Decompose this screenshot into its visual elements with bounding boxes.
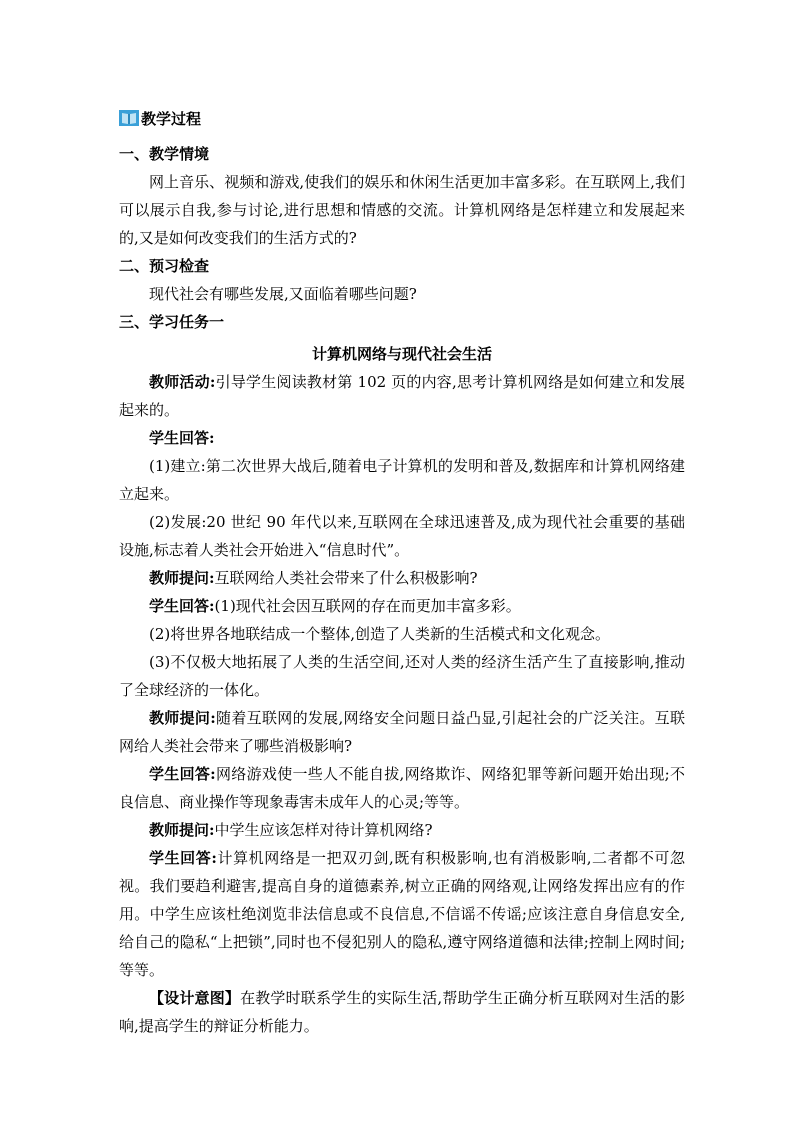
heading-title: 教学过程	[141, 109, 202, 128]
teacher-question-2	[119, 704, 685, 760]
teacher-question-label: 教师提问:	[149, 821, 215, 839]
book-icon	[119, 109, 139, 127]
answer-develop: (2)发展:20 世纪 90 年代以来,互联网在全球迅速普及,成为现代社会重要的基础设施,标志着人类社会开始进入“信息时代”。	[119, 513, 685, 559]
teacher-question-text: 中学生应该怎样对待计算机网络?	[214, 821, 433, 839]
teacher-question-label: 教师提问:	[149, 569, 215, 587]
section-2-title: 二、预习检查	[119, 257, 210, 275]
design-intent-label: 【设计意图】	[149, 989, 241, 1007]
student-answer-label: 学生回答:	[149, 765, 216, 783]
teacher-question-text: 随着互联网的发展,网络安全问题日益凸显,引起社会的广泛关注。互联网给人类社会带来了哪些消极影响?	[119, 709, 685, 755]
answer-point-3: (3)不仅极大地拓展了人类的生活空间,还对人类的经济生活产生了直接影响,推动了全球经济的一体化。	[119, 653, 685, 699]
teacher-question-text: 互联网给人类社会带来了什么积极影响?	[214, 569, 478, 587]
student-answer-4	[119, 844, 685, 984]
section-1-text: 网上音乐、视频和游戏,使我们的娱乐和休闲生活更加丰富多彩。在互联网上,我们可以展示自我,参与讨论,进行思想和情感的交流。计算机网络是怎样建立和发展起来的,又是如何改变我们的生活方式的?	[119, 173, 685, 247]
student-answer-label: 学生回答:	[149, 597, 215, 615]
teacher-activity	[119, 368, 685, 424]
page-content	[119, 104, 685, 1040]
student-answer-text: 计算机网络是一把双刃剑,既有积极影响,也有消极影响,二者都不可忽视。我们要趋利避害,提高自身的道德素养,树立正确的网络观,让网络发挥出应有的作用。中学生应该杜绝浏览非法信息或不良信息,不信谣不传谣;应该注意自身信息安全,给自己的隐私“上把锁”,同时也不侵犯别人的隐私,遵守网络道德和法律;控制上网时间;等等。	[119, 849, 685, 979]
teacher-question-3	[119, 816, 685, 844]
student-answer-text: (1)现代社会因互联网的存在而更加丰富多彩。	[214, 597, 521, 615]
section-1-title: 一、教学情境	[119, 145, 210, 163]
student-answer-label: 学生回答:	[149, 849, 217, 867]
student-answer-2	[119, 592, 685, 620]
answer-point-2: (2)将世界各地联结成一个整体,创造了人类新的生活模式和文化观念。	[149, 625, 611, 643]
student-answer-label: 学生回答:	[149, 429, 215, 447]
section-2-text: 现代社会有哪些发展,又面临着哪些问题?	[149, 285, 417, 303]
answer-establish: (1)建立:第二次世界大战后,随着电子计算机的发明和普及,数据库和计算机网络建立起来。	[119, 457, 685, 503]
teaching-process-heading	[119, 104, 685, 132]
task-subtitle: 计算机网络与现代社会生活	[311, 345, 492, 363]
teacher-question-1	[119, 564, 685, 592]
teacher-question-label: 教师提问:	[149, 709, 216, 727]
student-answer-3	[119, 760, 685, 816]
teacher-activity-text: 引导学生阅读教材第 102 页的内容,思考计算机网络是如何建立和发展起来的。	[119, 373, 685, 419]
design-intent-text: 在教学时联系学生的实际生活,帮助学生正确分析互联网对生活的影响,提高学生的辩证分析能力。	[119, 989, 685, 1035]
student-answer-text: 网络游戏使一些人不能自拔,网络欺诈、网络犯罪等新问题开始出现;不良信息、商业操作等现象毒害未成年人的心灵;等等。	[119, 765, 685, 811]
section-3-title: 三、学习任务一	[119, 313, 225, 331]
design-intent	[119, 984, 685, 1040]
student-answer-label-1	[119, 424, 685, 452]
teacher-activity-label: 教师活动:	[149, 373, 216, 391]
